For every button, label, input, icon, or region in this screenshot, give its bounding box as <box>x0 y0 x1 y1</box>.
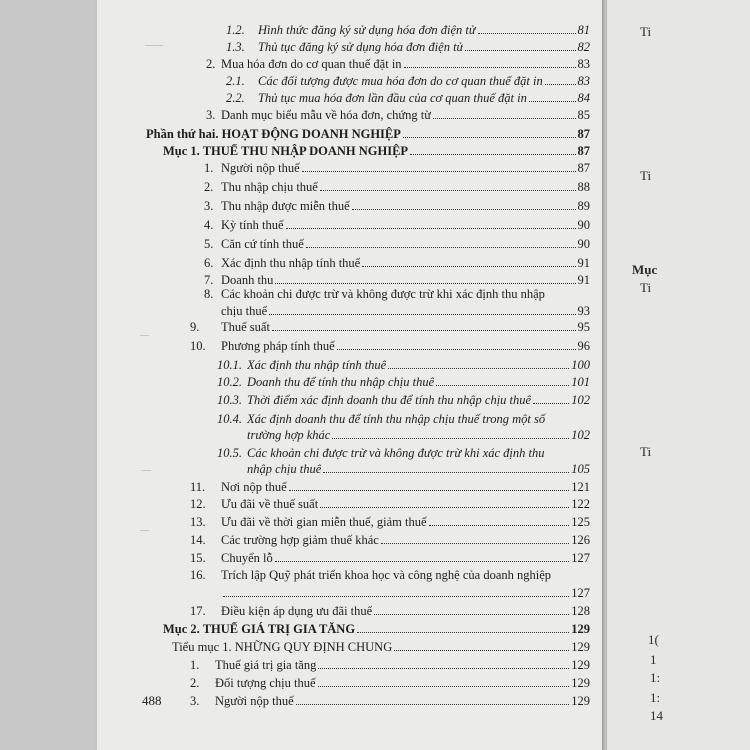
toc-entry-text: Thuế suất <box>221 320 270 334</box>
toc-page-number: 87 <box>577 144 590 158</box>
toc-entry-text: Người nộp thuế <box>221 161 300 175</box>
right-fragment: Ti <box>640 168 652 183</box>
toc-leader-dots <box>394 650 569 651</box>
toc-entry <box>163 622 590 636</box>
toc-page-number: 100 <box>571 358 590 372</box>
right-fragment: 1: <box>650 690 661 705</box>
toc-leader-dots <box>545 84 576 85</box>
toc-entry <box>206 108 590 122</box>
toc-entry-text: Chuyển lỗ <box>221 551 273 565</box>
toc-page-number: 93 <box>577 304 590 318</box>
toc-leader-dots <box>332 438 569 439</box>
toc-entry-text: Doanh thu <box>221 273 274 287</box>
toc-page-number: 87 <box>577 127 590 141</box>
toc-entry-firstline <box>217 446 545 460</box>
toc-leader-dots <box>381 543 569 544</box>
toc-entry <box>190 480 590 494</box>
toc-leader-dots <box>318 686 570 687</box>
toc-page-number: 128 <box>571 604 590 618</box>
toc-leader-dots <box>223 596 569 597</box>
toc-entry-number: 2. <box>190 676 200 690</box>
page-number: 488 <box>142 693 162 708</box>
toc-leader-dots <box>465 50 575 51</box>
toc-page-number: 88 <box>577 180 590 194</box>
toc-entry-number: 8. <box>204 287 214 301</box>
toc-entry-text: Căn cứ tính thuế <box>221 237 304 251</box>
toc-entry <box>190 694 590 708</box>
toc-leader-dots <box>429 525 570 526</box>
toc-leader-dots <box>478 33 576 34</box>
toc-leader-dots <box>436 385 569 386</box>
toc-entry-number: 1.2. <box>226 23 245 37</box>
toc-entry-number: 12. <box>190 497 206 511</box>
toc-page-number: 96 <box>577 339 590 353</box>
toc-entry-number: 3. <box>190 694 200 708</box>
toc-entry-number: 15. <box>190 551 206 565</box>
toc-page-number: 129 <box>571 676 590 690</box>
toc-entry <box>247 462 590 476</box>
toc-entry-text: Phương pháp tính thuế <box>221 339 335 353</box>
toc-entry-number: 2.1. <box>226 74 245 88</box>
toc-entry-number: 10.3. <box>217 393 242 407</box>
toc-leader-dots <box>403 137 576 138</box>
toc-entry <box>190 551 590 565</box>
toc-leader-dots <box>320 190 576 191</box>
toc-leader-dots <box>410 154 575 155</box>
toc-leader-dots <box>320 507 569 508</box>
toc-entry-text: Ưu đãi về thuế suất <box>221 497 319 511</box>
toc-entry-text: Mua hóa đơn do cơ quan thuế đặt in <box>221 57 402 71</box>
toc-leader-dots <box>296 704 570 705</box>
toc-entry-firstline <box>190 568 551 582</box>
toc-page-number: 84 <box>577 91 590 105</box>
right-fragment: 1 <box>650 652 657 667</box>
toc-entry-text: Người nộp thuế <box>215 694 294 708</box>
toc-entry <box>190 604 590 618</box>
toc-entry-number: 10. <box>190 339 206 353</box>
toc-entry <box>204 273 590 287</box>
toc-entry-text: Thu nhập được miễn thuế <box>221 199 350 213</box>
toc-entry <box>204 180 590 194</box>
toc-entry-firstline <box>204 287 545 301</box>
toc-entry-text: Phần thứ hai. HOẠT ĐỘNG DOANH NGHIỆP <box>146 127 401 141</box>
toc-entry-text: Xác định thu nhập tính thuế <box>221 256 361 270</box>
toc-entry-text: Hình thức đăng ký sử dụng hóa đơn điện tử <box>258 23 476 37</box>
toc-leader-dots <box>357 632 569 633</box>
toc-entry-text: Ưu đãi về thời gian miễn thuế, giảm thuế <box>221 515 427 529</box>
toc-entry-text: Các đối tượng được mua hóa đơn do cơ quan thuế đặt in <box>258 74 543 88</box>
toc-page-number: 129 <box>571 640 590 654</box>
toc-entry-number: 11. <box>190 480 206 494</box>
toc-page-number: 101 <box>571 375 590 389</box>
toc-entry-number: 13. <box>190 515 206 529</box>
toc-entry <box>190 320 590 334</box>
toc-page-number: 85 <box>577 108 590 122</box>
toc-entry-number: 10.4. <box>217 412 242 426</box>
right-fragment: 14 <box>650 708 663 723</box>
toc-entry <box>204 256 590 270</box>
right-fragment: Ti <box>640 280 652 295</box>
toc-leader-dots <box>352 209 576 210</box>
toc-page-number: 83 <box>577 74 590 88</box>
toc-page-number: 105 <box>571 462 590 476</box>
toc-entry-number: 1. <box>190 658 200 672</box>
toc-entry <box>204 161 590 175</box>
toc-page-number: 126 <box>571 533 590 547</box>
toc-entry-text: Tiểu mục 1. NHỮNG QUY ĐỊNH CHUNG <box>172 640 393 654</box>
toc-entry <box>221 304 590 318</box>
toc-page-number: 121 <box>571 480 590 494</box>
toc-entry <box>217 358 590 372</box>
toc-page-number: 102 <box>571 393 590 407</box>
toc-entry <box>226 91 590 105</box>
toc-entry-text: Trích lập Quỹ phát triển khoa học và công nghệ của doanh nghiệp <box>221 568 552 582</box>
toc-entry-number: 10.2. <box>217 375 242 389</box>
toc-page-number: 91 <box>577 273 590 287</box>
toc-entry <box>221 586 590 600</box>
toc-leader-dots <box>286 228 576 229</box>
toc-entry-text: Thủ tục mua hóa đơn lần đầu của cơ quan thuế đặt in <box>258 91 527 105</box>
toc-entry-number: 9. <box>190 320 200 334</box>
toc-page-number: 91 <box>577 256 590 270</box>
toc-entry-number: 2. <box>204 180 214 194</box>
toc-leader-dots <box>388 368 569 369</box>
toc-entry-text: Thuế giá trị gia tăng <box>215 658 317 672</box>
toc-page-number: 127 <box>571 551 590 565</box>
book-page-right <box>606 0 750 750</box>
toc-leader-dots <box>362 266 575 267</box>
toc-leader-dots <box>433 118 575 119</box>
toc-entry <box>204 199 590 213</box>
toc-entry-text: trường hợp khác <box>247 428 331 442</box>
toc-page-number: 122 <box>571 497 590 511</box>
toc-entry-number: 16. <box>190 568 206 582</box>
toc-page-number: 102 <box>571 428 590 442</box>
right-fragment: 1: <box>650 670 661 685</box>
right-fragment: 1( <box>648 632 659 647</box>
toc-entry <box>190 658 590 672</box>
toc-leader-dots <box>533 403 569 404</box>
toc-leader-dots <box>374 614 569 615</box>
toc-entry-text: Thủ tục đăng ký sử dụng hóa đơn điện tử <box>258 40 464 54</box>
toc-leader-dots <box>289 490 570 491</box>
right-fragment: Ti <box>640 24 652 39</box>
toc-entry-number: 10.5. <box>217 446 242 460</box>
toc-entry-number: 3. <box>204 199 214 213</box>
toc-entry-number: 1.3. <box>226 40 245 54</box>
toc-entry-text: Danh mục biểu mẫu về hóa đơn, chứng từ <box>221 108 432 122</box>
toc-leader-dots <box>275 283 575 284</box>
toc-entry <box>204 218 590 232</box>
toc-page-number: 87 <box>577 161 590 175</box>
toc-entry <box>146 127 590 141</box>
toc-entry-text: Mục 1. THUẾ THU NHẬP DOANH NGHIỆP <box>163 144 409 158</box>
toc-entry <box>226 40 590 54</box>
toc-entry-number: 14. <box>190 533 206 547</box>
toc-entry <box>204 237 590 251</box>
toc-entry-text: nhập chịu thuế <box>247 462 322 476</box>
toc-entry-number: 10.1. <box>217 358 242 372</box>
toc-page-number: 83 <box>577 57 590 71</box>
toc-entry-text: Điều kiện áp dụng ưu đãi thuế <box>221 604 373 618</box>
toc-entry-firstline <box>217 412 545 426</box>
toc-leader-dots <box>529 101 576 102</box>
toc-entry-number: 17. <box>190 604 206 618</box>
toc-leader-dots <box>269 314 575 315</box>
toc-leader-dots <box>318 668 569 669</box>
toc-entry-text: Nơi nộp thuế <box>221 480 287 494</box>
toc-entry-text: Các khoản chi được trừ và không được trừ khi xác định thu <box>247 446 545 460</box>
toc-leader-dots <box>323 472 569 473</box>
toc-entry-text: Xác định thu nhập tính thuế <box>247 358 387 372</box>
toc-page-number: 90 <box>577 237 590 251</box>
toc-page-number: 129 <box>571 622 590 636</box>
toc-entry-text: Các khoản chi được trừ và không được trừ khi xác định thu nhập <box>221 287 545 301</box>
right-fragment: Ti <box>640 444 652 459</box>
toc-entry-number: 2. <box>206 57 216 71</box>
toc-entry-text: Đối tượng chịu thuế <box>215 676 316 690</box>
toc-entry <box>190 533 590 547</box>
toc-entry <box>226 23 590 37</box>
toc-entry-text: Mục 2. THUẾ GIÁ TRỊ GIA TĂNG <box>163 622 356 636</box>
toc-entry-text: Kỳ tính thuế <box>221 218 284 232</box>
toc-leader-dots <box>337 349 576 350</box>
toc-entry-number: 3. <box>206 108 216 122</box>
toc-entry-text: Xác định doanh thu để tính thu nhập chịu thuế trong một số <box>247 412 546 426</box>
toc-page-number: 95 <box>577 320 590 334</box>
toc-entry-number: 6. <box>204 256 214 270</box>
toc-entry <box>247 428 590 442</box>
toc-entry-number: 4. <box>204 218 214 232</box>
toc-entry-text: chịu thuế <box>221 304 268 318</box>
toc-entry <box>190 676 590 690</box>
toc-entry-number: 2.2. <box>226 91 245 105</box>
toc-page-number: 127 <box>571 586 590 600</box>
toc-entry <box>206 57 590 71</box>
toc-entry <box>190 515 590 529</box>
toc-page-number: 89 <box>577 199 590 213</box>
toc-entry <box>217 393 590 407</box>
toc-page-number: 129 <box>571 694 590 708</box>
toc-entry <box>217 375 590 389</box>
toc-page-number: 81 <box>577 23 590 37</box>
toc-leader-dots <box>404 67 576 68</box>
toc-entry-number: 5. <box>204 237 214 251</box>
right-fragment: Mục <box>632 262 658 277</box>
toc-entry-text: Thu nhập chịu thuế <box>221 180 318 194</box>
toc-leader-dots <box>272 330 576 331</box>
toc-entry <box>172 640 590 654</box>
toc-page-number: 82 <box>577 40 590 54</box>
toc-entry-text: Doanh thu để tính thu nhập chịu thuế <box>247 375 435 389</box>
toc-entry <box>163 144 590 158</box>
toc-entry-text: Thời điểm xác định doanh thu để tính thu nhập chịu thuế <box>247 393 532 407</box>
toc-entry <box>190 339 590 353</box>
toc-entry-number: 1. <box>204 161 214 175</box>
toc-entry-number: 7. <box>204 273 214 287</box>
toc-entry-text: Các trường hợp giảm thuế khác <box>221 533 379 547</box>
toc-entry <box>190 497 590 511</box>
toc-page-number: 129 <box>571 658 590 672</box>
toc-leader-dots <box>275 561 570 562</box>
toc-leader-dots <box>306 247 576 248</box>
toc-page-number: 90 <box>577 218 590 232</box>
toc-leader-dots <box>302 171 576 172</box>
toc-page-number: 125 <box>571 515 590 529</box>
toc-entry <box>226 74 590 88</box>
